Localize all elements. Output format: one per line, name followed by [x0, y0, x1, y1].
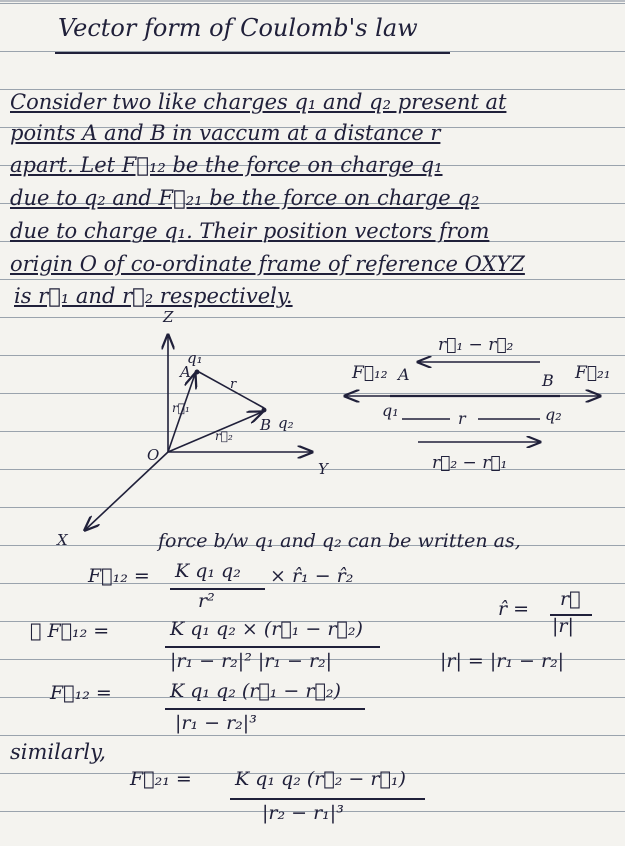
charge-a-label: q₁	[187, 349, 203, 367]
force-q2-label: q₂	[545, 405, 562, 424]
force-r-label: r	[458, 409, 466, 428]
paragraph-line-4: due to q₂ and F⃗₂₁ be the force on charge q₂	[10, 186, 480, 210]
origin-label: O	[147, 446, 160, 464]
eq3-lhs: F⃗₁₂ =	[50, 682, 112, 704]
distance-label: r	[230, 377, 237, 392]
unit-vector-lhs: r̂ =	[498, 598, 530, 620]
top-vector-label: r⃗₁ − r⃗₂	[438, 335, 514, 355]
paragraph-line-3: apart. Let F⃗₁₂ be the force on charge q₁	[10, 153, 443, 177]
eq4-lhs: F⃗₂₁ =	[130, 768, 192, 790]
f12-label: F⃗₁₂	[352, 363, 388, 383]
eq1-rhs: × r̂₁ − r̂₂	[270, 565, 354, 587]
eq3-denominator: |r₁ − r₂|³	[175, 712, 257, 734]
eq2-numerator: K q₁ q₂ × (r⃗₁ − r⃗₂)	[170, 618, 363, 640]
point-b-label: B	[260, 416, 272, 434]
paragraph-line-2: points A and B in vaccum at a distance r	[10, 121, 441, 145]
intro-equation-text: force b/w q₁ and q₂ can be written as,	[158, 530, 521, 552]
paragraph-line-1: Consider two like charges q₁ and q₂ present at	[10, 90, 507, 114]
f21-label: F⃗₂₁	[575, 363, 611, 383]
eq3-numerator: K q₁ q₂ (r⃗₁ − r⃗₂)	[170, 680, 341, 702]
page-title: Vector form of Coulomb's law	[58, 14, 418, 42]
eq1-fraction-bar	[170, 588, 265, 590]
unit-vector-denominator: |r|	[552, 615, 574, 637]
eq4-fraction-bar	[230, 798, 425, 800]
force-diagram	[345, 335, 611, 473]
eq4-numerator: K q₁ q₂ (r⃗₂ − r⃗₁)	[235, 768, 406, 790]
bottom-vector-label: r⃗₂ − r⃗₁	[432, 453, 508, 473]
coordinate-axes	[56, 308, 330, 549]
eq1-lhs: F⃗₁₂ =	[88, 565, 150, 587]
eq1-numerator: K q₁ q₂	[175, 560, 241, 582]
point-a-dot	[195, 370, 200, 375]
paragraph-line-5: due to charge q₁. Their position vectors from	[10, 219, 490, 243]
force-point-b-label: B	[542, 371, 554, 390]
charge-b-label: q₂	[278, 414, 294, 432]
force-q1-label: q₁	[382, 401, 399, 420]
eq4-denominator: |r₂ − r₁|³	[262, 802, 344, 824]
point-b-dot	[262, 408, 267, 413]
eq2-lhs: ∴ F⃗₁₂ =	[30, 620, 110, 642]
y-axis-label: Y	[318, 460, 328, 478]
paragraph-line-7: is r⃗₁ and r⃗₂ respectively.	[14, 284, 293, 308]
similarly-text: similarly,	[10, 740, 106, 764]
z-axis-label: Z	[163, 308, 174, 326]
eq1-denominator: r²	[198, 590, 215, 612]
force-point-a-label: A	[398, 365, 410, 384]
eq3-fraction-bar	[165, 708, 365, 710]
paragraph-line-6: origin O of co-ordinate frame of reference OXYZ	[10, 252, 525, 276]
x-axis-label: X	[57, 531, 68, 549]
point-a-label: A	[180, 363, 191, 381]
mod-r-relation: |r| = |r₁ − r₂|	[440, 650, 565, 672]
eq2-fraction-bar	[165, 646, 380, 648]
r2-label: r⃗₂	[215, 429, 233, 443]
r1-label: r⃗₁	[172, 401, 190, 415]
eq2-denominator: |r₁ − r₂|² |r₁ − r₂|	[170, 650, 333, 672]
unit-vector-numerator: r⃗	[560, 588, 581, 610]
